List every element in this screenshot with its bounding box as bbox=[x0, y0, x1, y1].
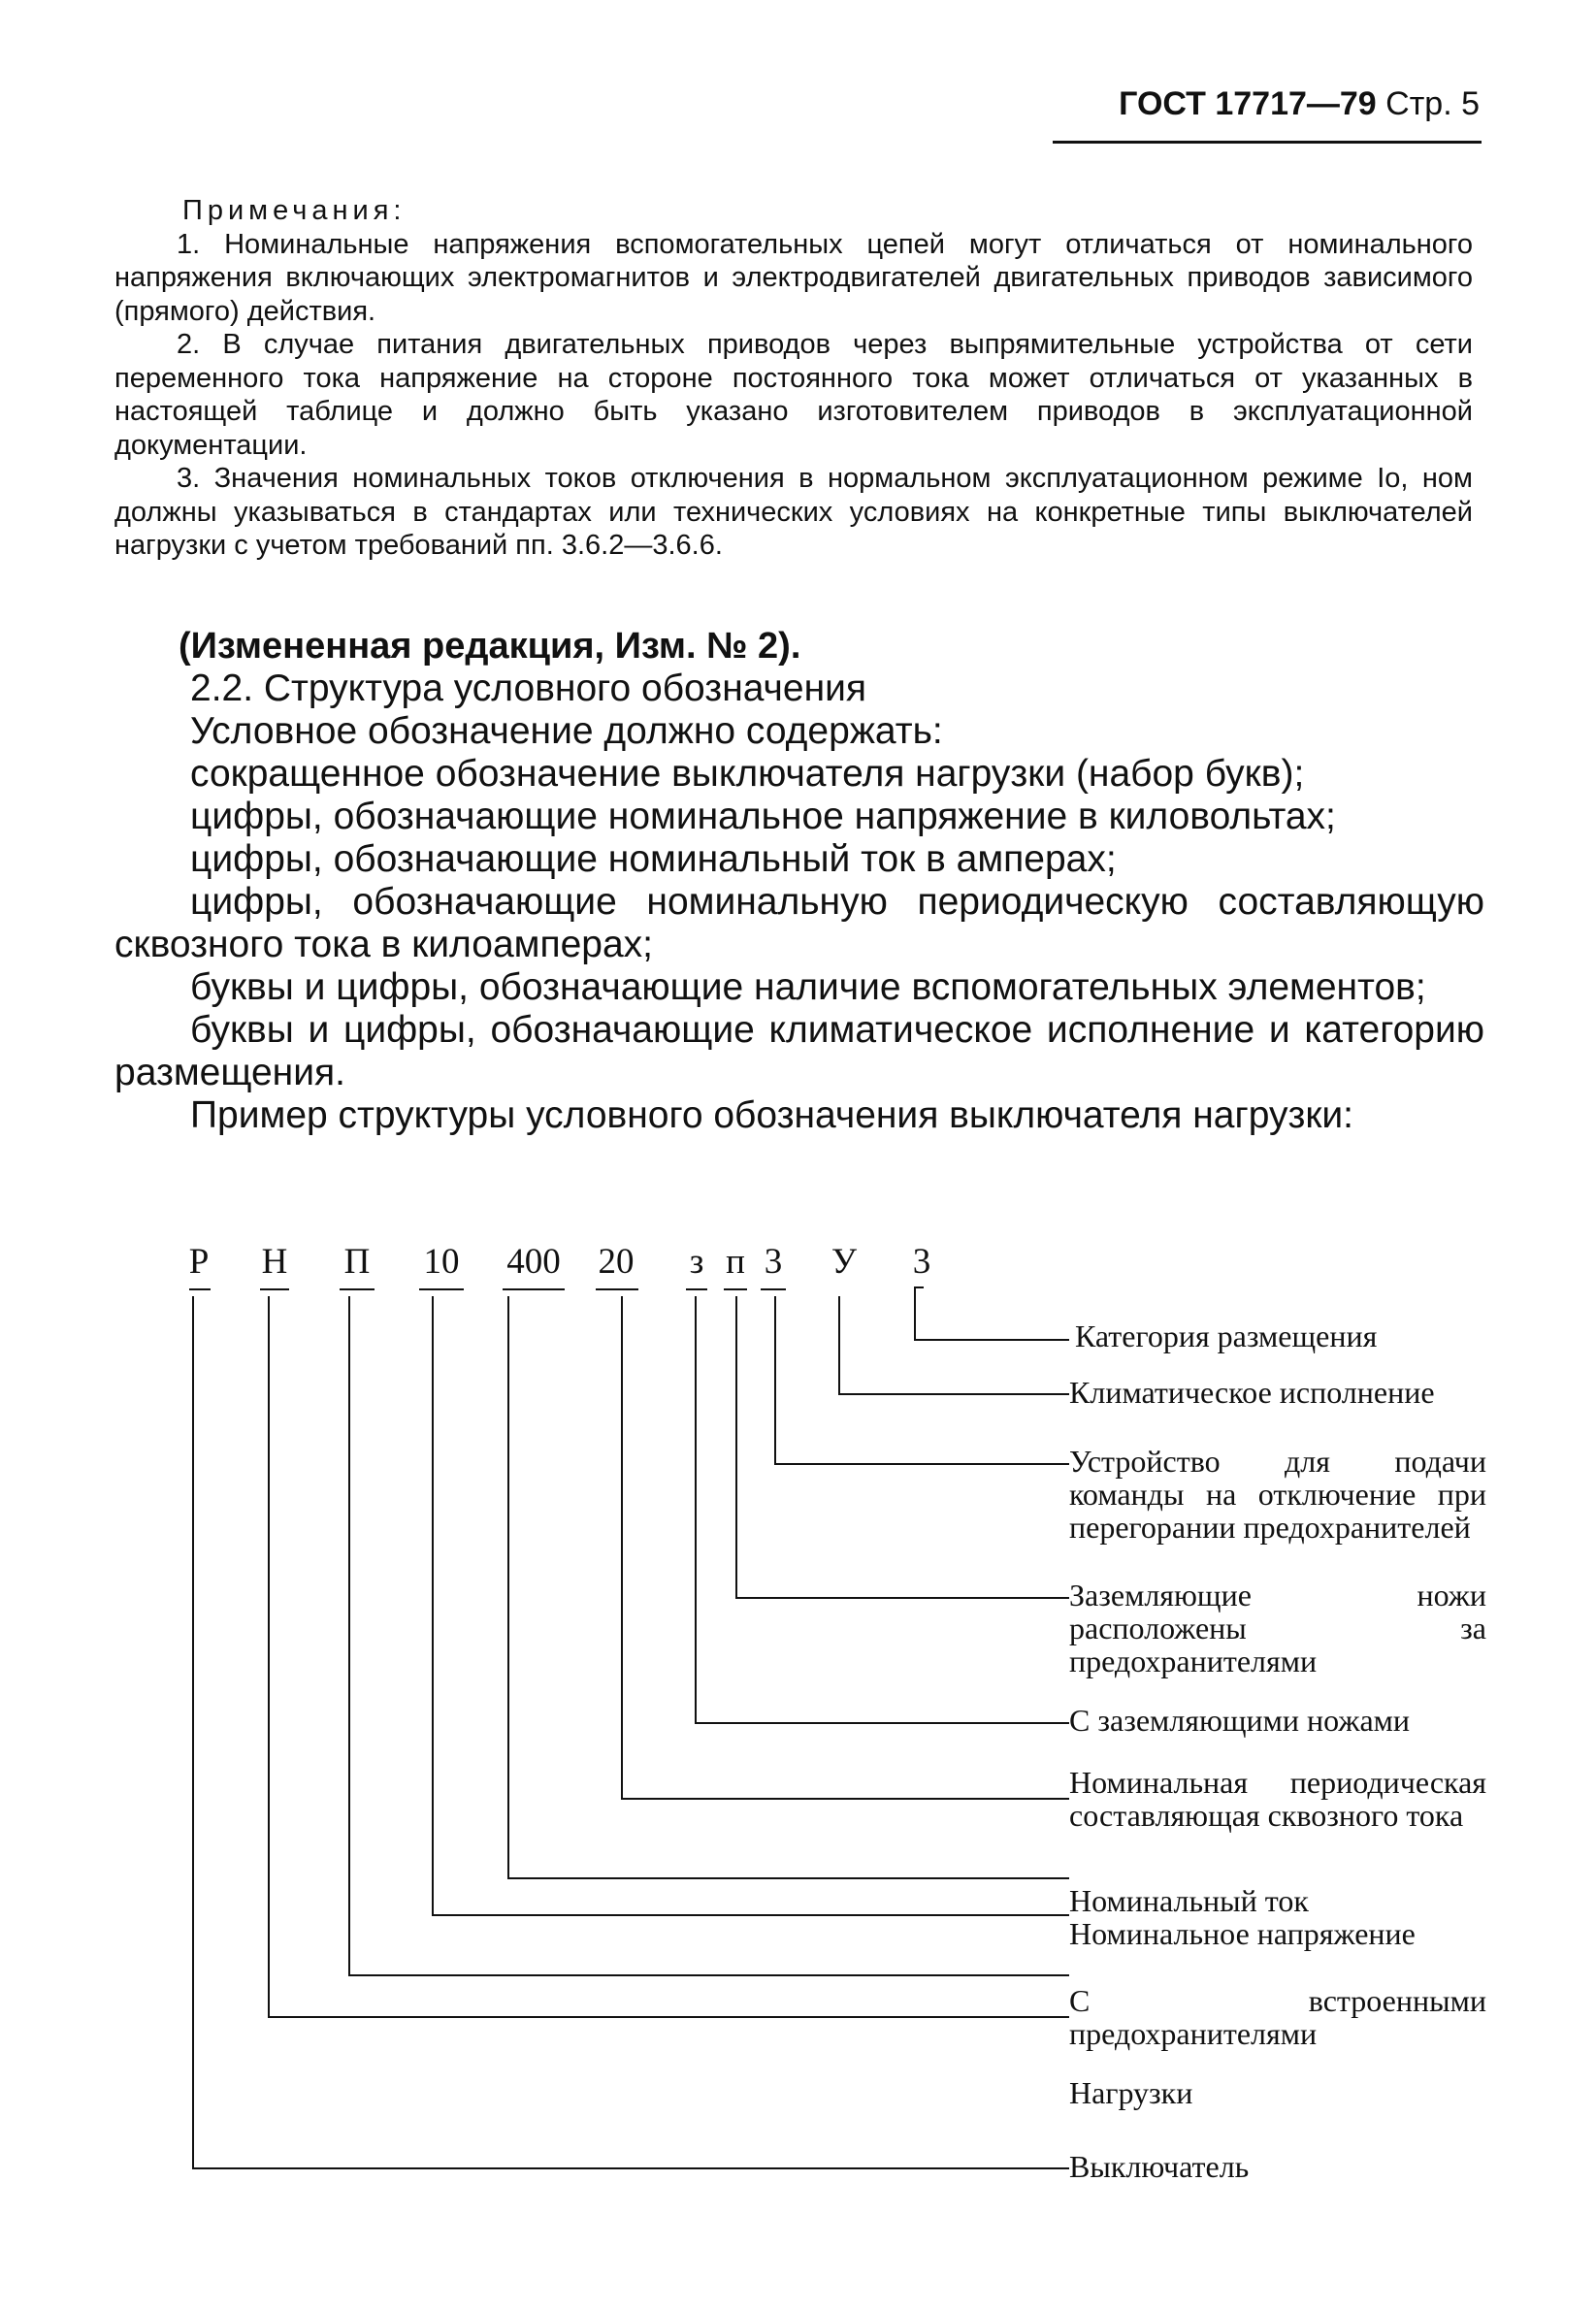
leader-line bbox=[621, 1296, 623, 1798]
leader-line bbox=[507, 1877, 1069, 1879]
leader-line bbox=[838, 1296, 840, 1393]
label-earthing-behind-fuses: Заземляющие ножи расположены за предохранителями bbox=[1069, 1578, 1486, 1678]
cell-voltage: 10 bbox=[423, 1242, 460, 1282]
leader-line bbox=[914, 1286, 916, 1339]
leader-line bbox=[774, 1463, 1069, 1465]
label-switch: Выключатель bbox=[1069, 2149, 1250, 2184]
notes-title: Примечания: bbox=[182, 195, 407, 226]
label-trip-device: Устройство для подачи команды на отключение при перегорании предохранителей bbox=[1069, 1444, 1486, 1545]
list-item: цифры, обозначающие номинальное напряжение в киловольтах; bbox=[190, 796, 1336, 837]
underline bbox=[260, 1288, 289, 1290]
page-number: Стр. 5 bbox=[1385, 85, 1480, 122]
leader-line bbox=[914, 1286, 924, 1288]
list-item: сокращенное обозначение выключателя нагрузки (набор букв); bbox=[190, 753, 1305, 795]
list-item: буквы и цифры, обозначающие климатическое исполнение и категорию размещения. bbox=[114, 1009, 1484, 1093]
label-built-in-fuses: С встроенными предохранителями bbox=[1069, 1983, 1486, 2051]
note-2: 2. В случае питания двигательных приводов через выпрямительные устройства от сети переменного тока напряжение на стороне постоянного тока может отличаться от указанных в настоящей таблице и должно быть указано изготовителем приводов в эксплуатационной документации. bbox=[114, 329, 1473, 461]
cell-current: 400 bbox=[506, 1242, 561, 1282]
underline bbox=[724, 1288, 747, 1290]
label-earthing-switches: С заземляющими ножами bbox=[1069, 1703, 1411, 1738]
label-rated-current: Номинальный ток bbox=[1069, 1883, 1309, 1918]
leader-line bbox=[914, 1339, 1069, 1341]
amendment-note: (Измененная редакция, Изм. № 2). bbox=[179, 626, 801, 667]
underline bbox=[340, 1288, 375, 1290]
label-rated-voltage: Номинальное напряжение bbox=[1069, 1916, 1416, 1951]
underline bbox=[503, 1288, 565, 1290]
leader-line bbox=[432, 1296, 434, 1914]
note-1: 1. Номинальные напряжения вспомогательных цепей могут отличаться от номинального напряжения включающих электромагнитов и электродвигателей двигательных приводов зависимого (прямого) действия. bbox=[114, 228, 1473, 327]
label-through-current: Номинальная периодическая составляющая сквозного тока bbox=[1069, 1765, 1486, 1833]
label-placement-category: Категория размещения bbox=[1075, 1319, 1378, 1353]
cell-through-current: 20 bbox=[598, 1242, 635, 1282]
label-climatic-version: Климатическое исполнение bbox=[1069, 1375, 1435, 1410]
cell-u: У bbox=[831, 1242, 858, 1282]
leader-line bbox=[432, 1914, 1069, 1916]
leader-line bbox=[507, 1296, 509, 1877]
underline bbox=[761, 1288, 786, 1290]
cell-z: з bbox=[689, 1242, 704, 1282]
list-item: буквы и цифры, обозначающие наличие вспомогательных элементов; bbox=[190, 966, 1426, 1008]
leader-line bbox=[621, 1798, 1069, 1800]
section-heading: 2.2. Структура условного обозначения bbox=[190, 668, 867, 709]
leader-line bbox=[348, 1296, 350, 1974]
section-intro: Условное обозначение должно содержать: bbox=[190, 710, 943, 752]
standard-number: ГОСТ 17717—79 bbox=[1119, 85, 1377, 122]
cell-3-device: 3 bbox=[764, 1242, 783, 1282]
leader-line bbox=[695, 1722, 1069, 1724]
leader-line bbox=[774, 1296, 776, 1463]
underline bbox=[419, 1288, 464, 1290]
list-item: цифры, обозначающие номинальную периодическую составляющую сквозного тока в килоамперах; bbox=[114, 881, 1484, 965]
cell-n: Н bbox=[261, 1242, 288, 1282]
leader-line bbox=[838, 1393, 1069, 1395]
cell-r: Р bbox=[188, 1242, 210, 1282]
underline bbox=[686, 1288, 707, 1290]
cell-p-small: п bbox=[726, 1242, 745, 1282]
leader-line bbox=[735, 1296, 737, 1597]
leader-line bbox=[348, 1974, 1069, 1976]
underline bbox=[189, 1288, 211, 1290]
label-load: Нагрузки bbox=[1069, 2075, 1193, 2110]
leader-line bbox=[192, 2167, 1069, 2169]
example-intro: Пример структуры условного обозначения выключателя нагрузки: bbox=[190, 1094, 1354, 1136]
list-item: цифры, обозначающие номинальный ток в амперах; bbox=[190, 838, 1117, 880]
leader-line bbox=[695, 1296, 697, 1722]
cell-3-category: 3 bbox=[912, 1242, 931, 1282]
note-3: 3. Значения номинальных токов отключения в нормальном эксплуатационном режиме Iо, ном должны указываться в стандартах или технических условиях на конкретные типы выключателей нагрузки с учетом требований пп. 3.6.2—3.6.6. bbox=[114, 463, 1473, 561]
cell-p: П bbox=[343, 1242, 371, 1282]
underline bbox=[596, 1288, 638, 1290]
leader-line bbox=[735, 1597, 1069, 1599]
leader-line bbox=[192, 1296, 194, 2167]
leader-line bbox=[268, 1296, 270, 2016]
leader-line bbox=[268, 2016, 1069, 2018]
